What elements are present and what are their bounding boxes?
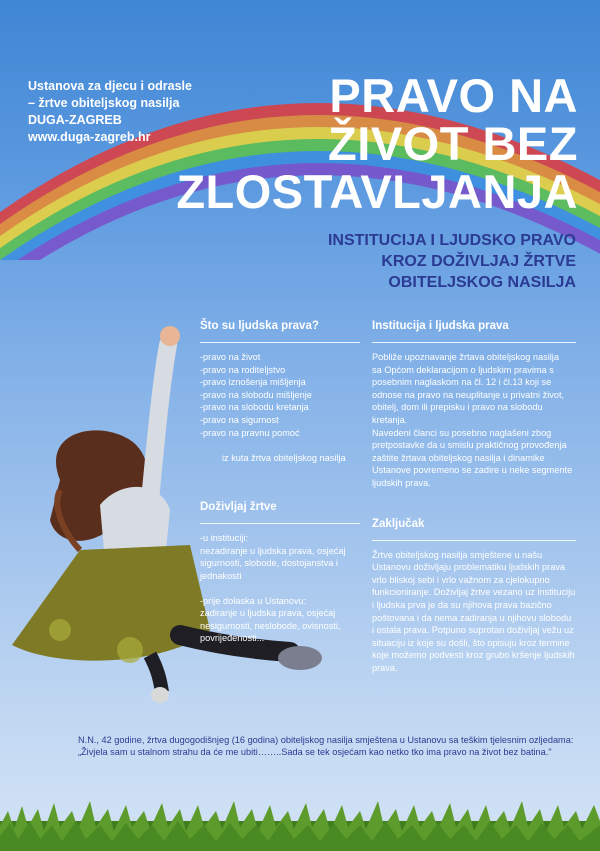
institution-label: -u instituciji:	[200, 533, 248, 544]
page-subtitle	[328, 230, 576, 293]
paragraph-line: pretpostavke da u smislu praktičnog provođenja	[372, 440, 567, 451]
title-line: ŽIVOT BEZ	[328, 117, 578, 170]
paragraph-line: ljudskih prava.	[372, 477, 431, 488]
subtitle-line: OBITELJSKOG NASILJA	[388, 274, 576, 291]
paragraph-line: funkcioniranje. Doživljaj žrtve vezano uz instituciju	[372, 587, 576, 598]
list-item: -pravo na slobodu mišljenje	[200, 389, 312, 400]
testimonial	[78, 734, 588, 759]
paragraph-line: nezadiranje u ljudska prava, osjećaj	[200, 545, 346, 556]
page-title	[176, 69, 578, 218]
paragraph-line: zadiranje u ljudska prava, osjećaj	[200, 608, 336, 619]
paragraph-line: odnose na pravo na neuplitanje u privatni život,	[372, 389, 565, 400]
paragraph-line: jednakosti	[200, 570, 242, 581]
paragraph-line: poštovana i da nema zadiranja u njihovu slobodu	[372, 612, 572, 623]
title-line: ZLOSTAVLJANJA	[176, 165, 578, 218]
paragraph-line: situaciju iz koje su došli, što opisuju kroz termine	[372, 637, 570, 648]
paragraph-line: povrijeđenosti...	[200, 633, 265, 644]
list-item: -pravo iznošenja mišljenja	[200, 377, 306, 388]
paragraph-line: koje možemo podvesti kroz grubo kršenje ljudskih	[372, 650, 575, 661]
paragraph-line: vrlo bliskoj sebi i vrlo važnom za cjelokupno	[372, 574, 550, 585]
paragraph-line: sa Općom deklaracijom o ljudskim pravima s	[372, 364, 554, 375]
paragraph-line: Ustanovu doživljaju problematiku ljudskih prava	[372, 562, 566, 573]
human-rights-list	[200, 351, 360, 439]
section-divider	[200, 342, 360, 343]
subtitle-line: KROZ DOŽIVLJAJ ŽRTVE	[381, 253, 576, 270]
victim-experience-section	[200, 501, 360, 645]
paragraph-line: posebnim naglaskom na čl. 12 i čl.13 koji se	[372, 377, 552, 388]
paragraph-line: prava.	[372, 662, 398, 673]
before-label: -prije dolaska u Ustanovu:	[200, 595, 307, 606]
conclusion-heading: Zaključak	[372, 517, 425, 530]
paragraph-line: nesigurnosti, neslobode, ovisnosti,	[200, 620, 341, 631]
institution-rights-heading: Institucija i ljudska prava	[372, 320, 509, 332]
list-item: -pravo na roditeljstvo	[200, 364, 286, 375]
section-divider	[372, 540, 576, 541]
list-item: -pravo na pravnu pomoć	[200, 427, 300, 438]
victim-experience-heading: Doživljaj žrtve	[200, 501, 277, 514]
paragraph-line: kretanja.	[372, 414, 408, 425]
organization-line: Ustanova za djecu i odrasle	[28, 79, 192, 93]
subtitle-line: INSTITUCIJA I LJUDSKO PRAVO	[327, 232, 576, 249]
testimonial-line: „Živjela sam u stalnom strahu da će me ubiti……..Sada se tek osjećam kao netko tko ima pravo na život bez batina."	[78, 747, 552, 758]
paragraph-line: sigurnosti, slobode, dostojanstva i	[200, 558, 338, 569]
paragraph-line: i ljudska prva je da su njihova prava bazično	[372, 599, 552, 610]
organization-line: – žrtve obiteljskog nasilja	[28, 96, 180, 110]
organization-name: DUGA-ZAGREB	[28, 113, 122, 127]
human-rights-source: iz kuta žrtva obiteljskog nasilja	[222, 453, 346, 464]
title-line: PRAVO NA	[329, 69, 578, 122]
paragraph-line: zaštite žrtava obiteljskog nasilja i dinamike	[372, 452, 545, 463]
paragraph-line: obitelj, dom ili prepisku i pravo na slobodu	[372, 402, 543, 413]
grass-image	[0, 781, 600, 851]
list-item: -pravo na slobodu kretanja	[200, 402, 309, 413]
list-item: -pravo na život	[200, 352, 261, 362]
list-item: -pravo na sigurnost	[200, 414, 279, 425]
paragraph-line: Žrtve obiteljskog nasilja smještene u našu	[372, 549, 543, 560]
paragraph-line: Navedeni članci su posebno naglašeni zbog	[372, 427, 552, 438]
left-column	[200, 320, 360, 645]
section-divider	[200, 523, 360, 524]
paragraph-line: i ostala prava. Potpuno suprotan doživljaj vežu uz	[372, 625, 574, 636]
human-rights-heading: Što su ljudska prava?	[200, 320, 319, 332]
paragraph-line: Ustanove povremeno se zadire u neke segmente	[372, 465, 573, 476]
section-divider	[372, 342, 576, 343]
testimonial-line: N.N., 42 godine, žrtva dugogodišnjeg (16 godina) obiteljskog nasilja smještena u Ustanovu sa teškim tjelesnim ozljedama:	[78, 735, 574, 745]
conclusion-section	[372, 518, 576, 675]
right-column	[372, 320, 576, 674]
paragraph-line: Pobliže upoznavanje žrtava obiteljskog nasilja	[372, 352, 559, 362]
organization-website: www.duga-zagreb.hr	[28, 130, 151, 144]
